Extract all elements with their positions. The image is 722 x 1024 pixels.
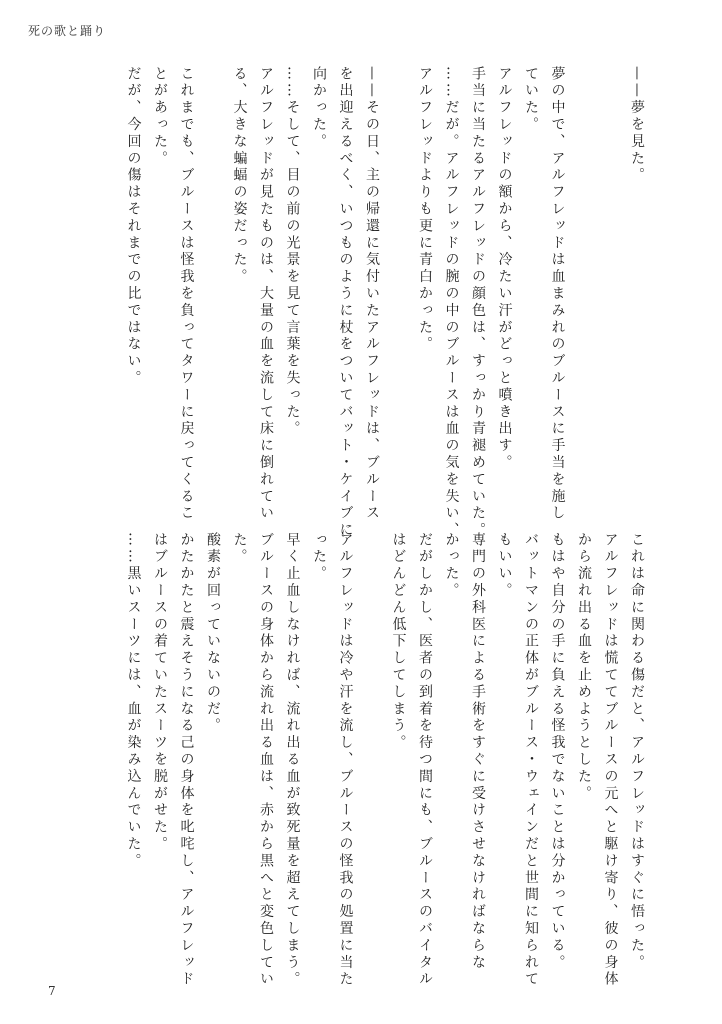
text-line: アルフレッドは慌ててブルースの元へと駆け寄り、彼の身体: [602, 532, 619, 989]
text-line: 向かった。: [311, 66, 327, 151]
text-line: た。: [231, 532, 248, 566]
lower-text-block: [0, 532, 722, 989]
text-line: もはや自分の手に負える怪我でないことは分かっている。: [549, 532, 566, 972]
text-line: ……黒いスーツには、血が染み込んでいた。: [125, 532, 142, 870]
text-line: アルフレッドよりも更に青白かった。: [417, 66, 433, 354]
text-line: アルフレッドは冷や汗を流し、ブルースの怪我の処置に当た: [337, 532, 354, 989]
text-line: もいい。: [496, 532, 513, 600]
text-line: かった。: [443, 532, 460, 600]
text-line: だが、今回の傷はそれまでの比ではない。: [125, 66, 142, 388]
text-line: から流れ出る血を止めようとした。: [576, 532, 592, 803]
text-line: ……だが。アルフレッドの腕の中のブルースは血の気を失い、: [443, 66, 460, 540]
upper-text-block: [0, 66, 722, 540]
running-head: 死の歌と踊り: [28, 24, 107, 38]
text-line: とがあった。: [152, 66, 168, 168]
text-line: 早く止血しなければ、流れ出る血が致死量を超えてしまう。: [284, 532, 301, 989]
text-line: ——夢を見た。: [629, 66, 645, 185]
text-line: はブルースの着ていたスーツを脱がせた。: [152, 532, 168, 854]
text-line: った。: [311, 532, 327, 583]
text-line: かたかたと震えそうになる己の身体を叱咤し、アルフレッド: [178, 532, 195, 989]
text-line: アルフレッドの額から、冷たい汗がどっと噴き出す。: [496, 66, 513, 472]
text-line: ていた。: [523, 66, 539, 134]
text-line: アルフレッドが見たものは、大量の血を流して床に倒れてい: [258, 66, 274, 523]
text-line: だがしかし、医者の到着を待つ間にも、ブルースのバイタル: [417, 532, 433, 989]
text-line: 専門の外科医による手術をすぐに受けさせなければならな: [470, 532, 486, 972]
text-line: 酸素が回っていないのだ。: [205, 532, 221, 735]
text-line: これまでも、ブルースは怪我を負ってタワーに戻ってくるこ: [178, 66, 195, 523]
text-line: ……そして、目の前の光景を見て言葉を失った。: [284, 66, 301, 438]
text-line: を出迎えるべく、いつものように杖をついてバット・ケイブに: [337, 66, 354, 540]
text-line: バットマンの正体がブルース・ウェインだと世間に知られて: [523, 532, 539, 989]
text-line: これは命に関わる傷だと、アルフレッドはすぐに悟った。: [629, 532, 645, 972]
page-number: 7: [48, 984, 56, 998]
text-line: る、大きな蝙蝠の姿だった。: [231, 66, 248, 286]
text-line: ブルースの身体から流れ出る血は、赤から黒へと変色してい: [258, 532, 274, 989]
text-line: 手当に当たるアルフレッドの顔色は、すっかり青褪めていた。: [470, 66, 486, 540]
text-line: はどんどん低下してしまう。: [390, 532, 407, 752]
text-line: ——その日、主の帰還に気付いたアルフレッドは、ブルース: [364, 66, 380, 523]
text-line: 夢の中で、アルフレッドは血まみれのブルースに手当を施し: [549, 66, 566, 523]
